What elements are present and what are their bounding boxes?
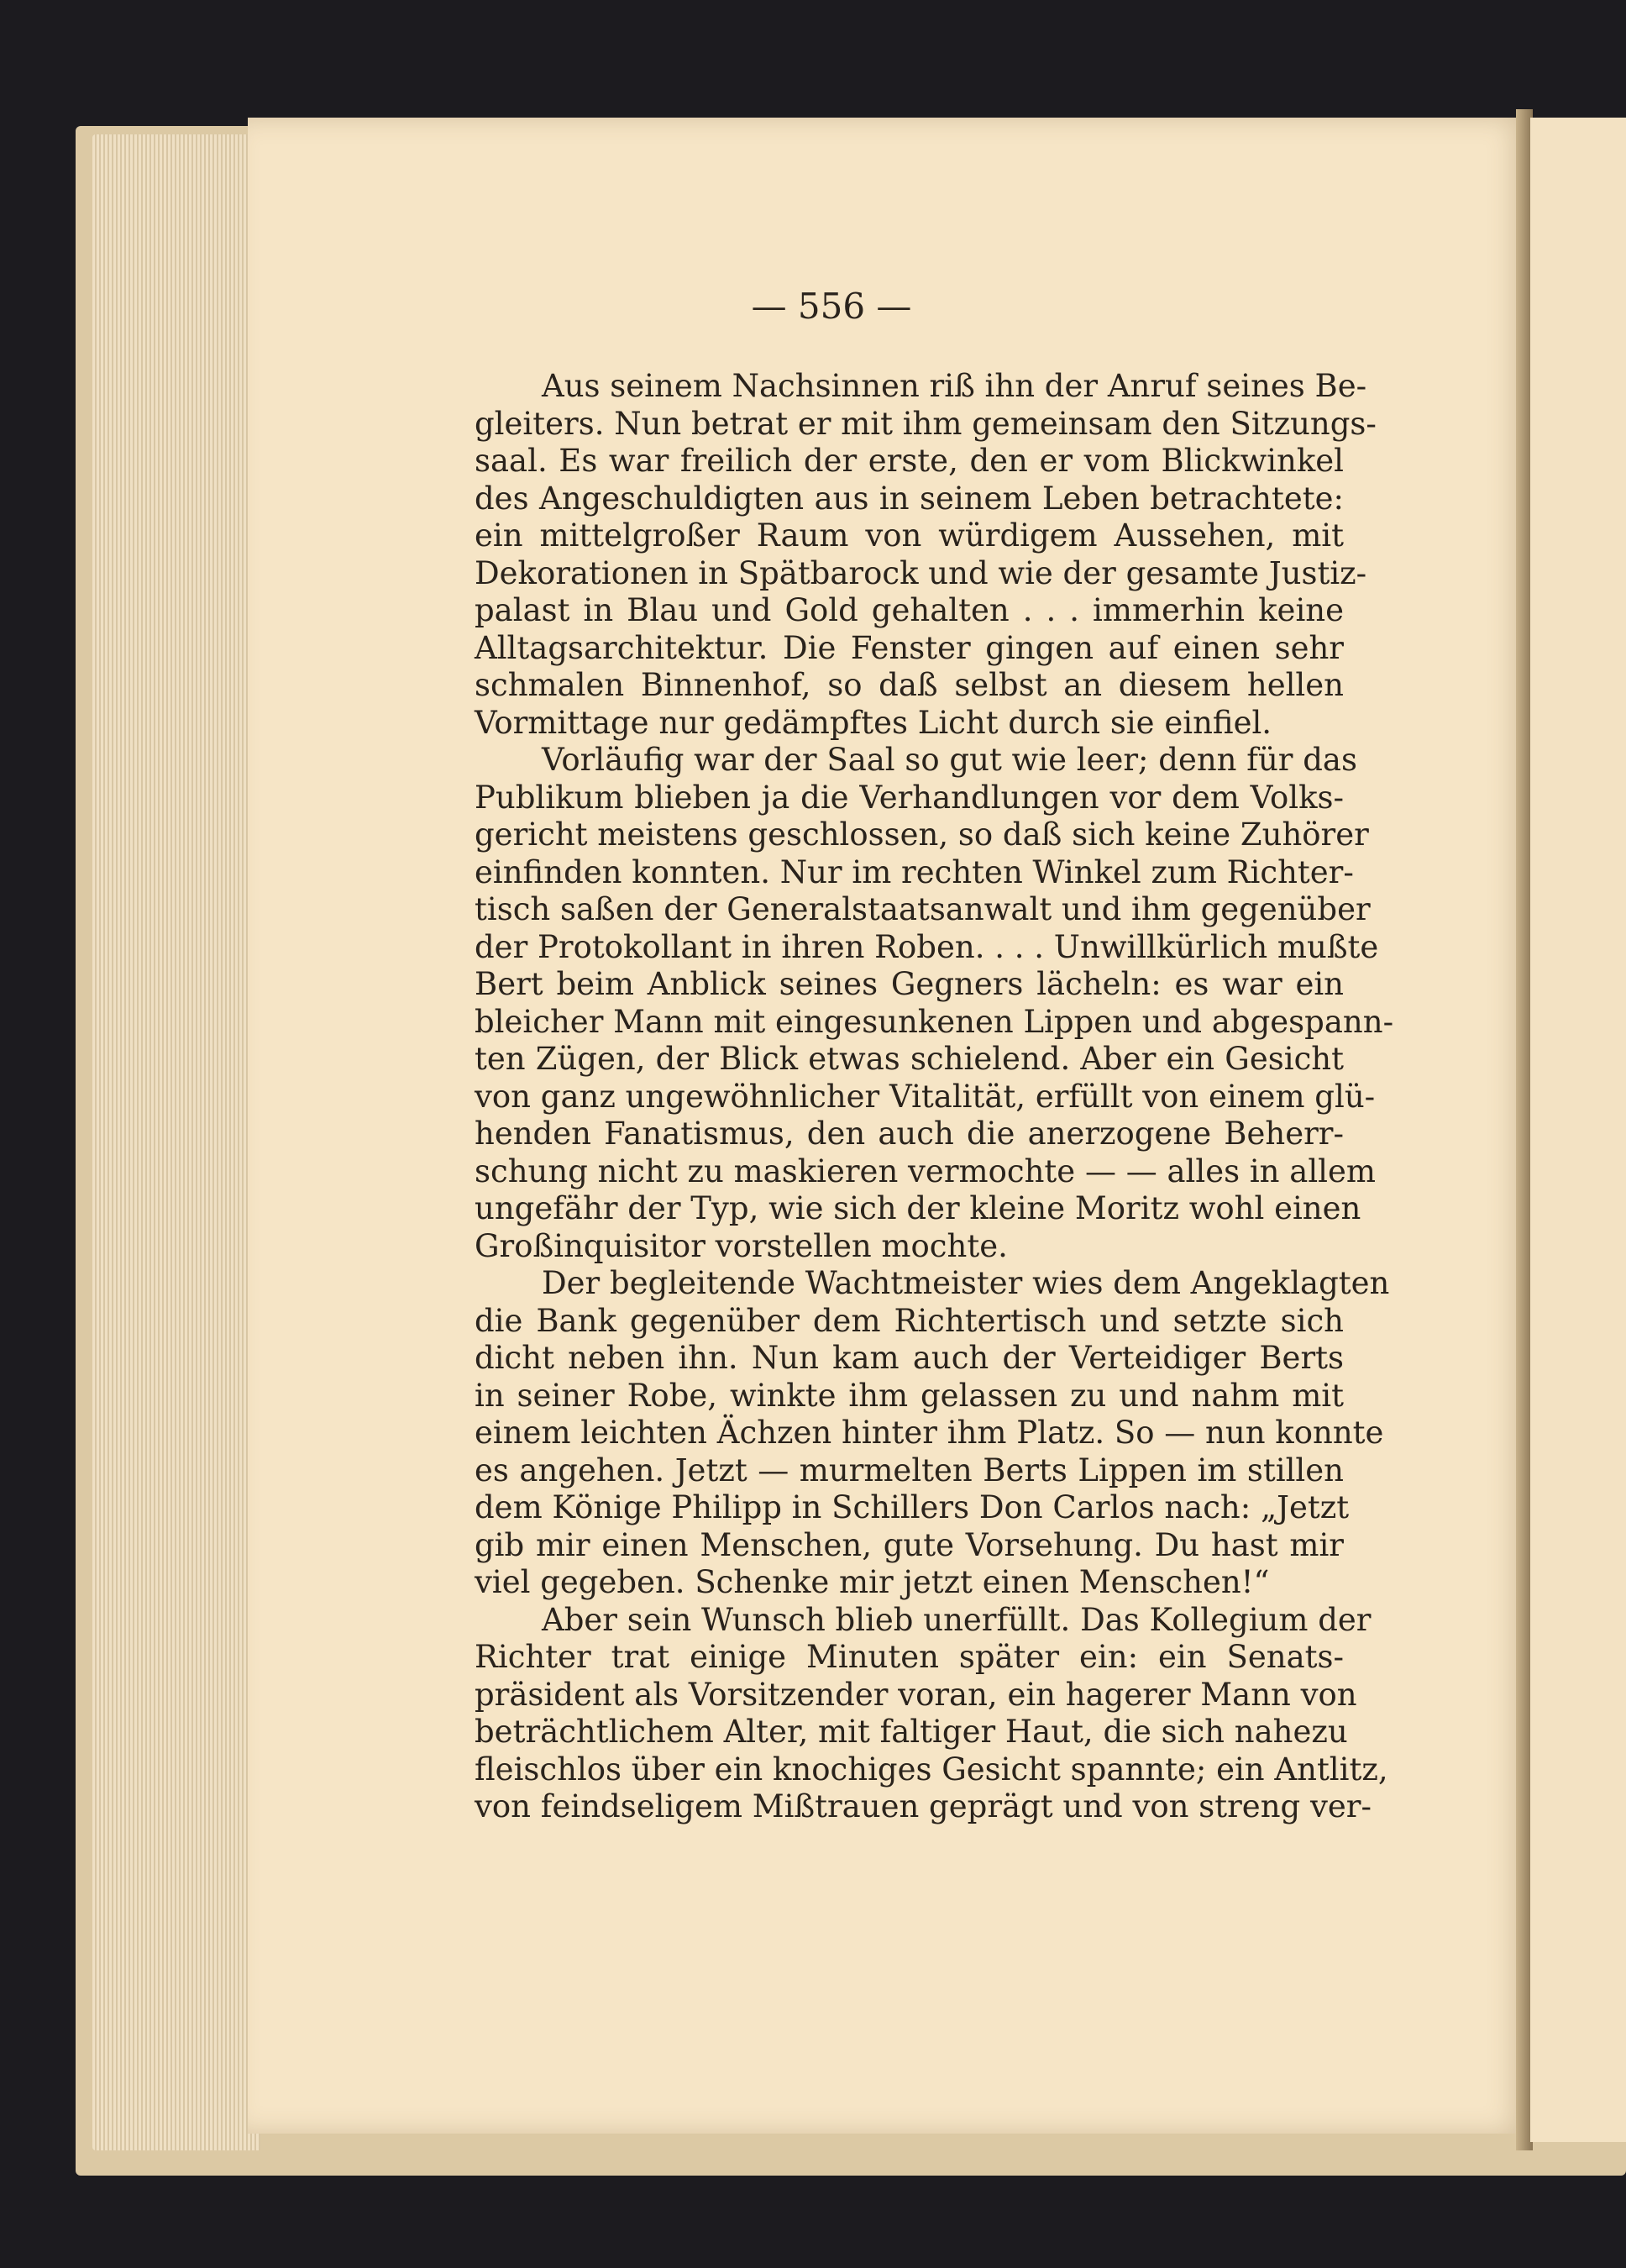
text-line: gleiters. Nun betrat er mit ihm gemeinsam den Sitzungs- [475, 405, 1377, 442]
text-line: gericht meistens geschlossen, so daß sich keine Zuhörer [475, 816, 1369, 853]
text-line: schung nicht zu maskieren vermochte — — alles in allem [475, 1152, 1376, 1189]
text-line: tisch saßen der Generalstaatsanwalt und ihm gegenüber [475, 891, 1371, 927]
text-line: fleischlos über ein knochiges Gesicht spannte; ein Antlitz, [475, 1751, 1388, 1788]
paragraph [475, 1601, 1388, 1826]
text-line: Bert beim Anblick seines Gegners lächeln: es war ein [475, 966, 1344, 1002]
text-line: einem leichten Ächzen hinter ihm Platz. So — nun konnte [475, 1415, 1384, 1451]
text-line: ungefähr der Typ, wie sich der kleine Moritz wohl einen [475, 1190, 1361, 1226]
text-line: in seiner Robe, winkte ihm gelassen zu und nahm mit [475, 1377, 1344, 1414]
text-line: Dekorationen in Spätbarock und wie der gesamte Justiz- [475, 554, 1367, 591]
text-line: palast in Blau und Gold gehalten . . . immerhin keine [475, 592, 1344, 628]
text-line: schmalen Binnenhof, so daß selbst an diesem hellen [475, 667, 1344, 703]
text-line: einfinden konnten. Nur im rechten Winkel zum Richter- [475, 853, 1354, 890]
text-line: von feindseligem Mißtrauen geprägt und von streng ver- [475, 1788, 1372, 1824]
text-line: bleicher Mann mit eingesunkenen Lippen und abgespann- [475, 1003, 1394, 1040]
text-line: des Angeschuldigten aus in seinem Leben betrachtete: [475, 480, 1344, 517]
body-text [475, 368, 1394, 1826]
facing-page-edge [1530, 118, 1626, 2142]
text-line: ten Zügen, der Blick etwas schielend. Aber ein Gesicht [475, 1041, 1344, 1077]
text-line: Aber sein Wunsch blieb unerfüllt. Das Kollegium der [542, 1601, 1372, 1638]
text-line: der Protokollant in ihren Roben. . . . Unwillkürlich mußte [475, 928, 1379, 965]
paragraph [475, 1265, 1390, 1602]
text-line: gib mir einen Menschen, gute Vorsehung. Du hast mir [475, 1526, 1344, 1563]
text-line: henden Fanatismus, den auch die anerzogene Beherr- [475, 1116, 1344, 1152]
text-line: Vormittage nur gedämpftes Licht durch sie einfiel. [475, 704, 1272, 741]
text-line: Richter trat einige Minuten später ein: ein Senats- [475, 1639, 1344, 1675]
text-line: von ganz ungewöhnlicher Vitalität, erfüllt von einem glü- [475, 1078, 1376, 1115]
text-line: Vorläufig war der Saal so gut wie leer; denn für das [542, 742, 1357, 778]
text-line: beträchtlichem Alter, mit faltiger Haut, die sich nahezu [475, 1714, 1348, 1750]
page-number: — 556 — [751, 286, 912, 327]
text-line: Aus seinem Nachsinnen riß ihn der Anruf seines Be- [542, 368, 1367, 404]
text-line: dem Könige Philipp in Schillers Don Carlos nach: „Jetzt [475, 1489, 1350, 1525]
text-line: die Bank gegenüber dem Richtertisch und setzte sich [475, 1302, 1344, 1339]
text-line: viel gegeben. Schenke mir jetzt einen Menschen!“ [475, 1564, 1270, 1600]
text-line: präsident als Vorsitzender voran, ein hagerer Mann von [475, 1676, 1357, 1713]
text-line: ein mittelgroßer Raum von würdigem Aussehen, mit [475, 517, 1344, 554]
paragraph [475, 368, 1377, 742]
page-edges [92, 134, 260, 2150]
paragraph [475, 742, 1394, 1265]
text-line: dicht neben ihn. Nun kam auch der Verteidiger Berts [475, 1340, 1344, 1376]
text-line: Großinquisitor vorstellen mochte. [475, 1227, 1008, 1264]
text-line: es angehen. Jetzt — murmelten Berts Lippen im stillen [475, 1452, 1344, 1488]
text-line: Alltagsarchitektur. Die Fenster gingen auf einen sehr [475, 629, 1344, 666]
text-line: Publikum blieben ja die Verhandlungen vor dem Volks- [475, 779, 1344, 816]
text-line: Der begleitende Wachtmeister wies dem Angeklagten [542, 1265, 1390, 1301]
text-line: saal. Es war freilich der erste, den er vom Blickwinkel [475, 443, 1344, 479]
